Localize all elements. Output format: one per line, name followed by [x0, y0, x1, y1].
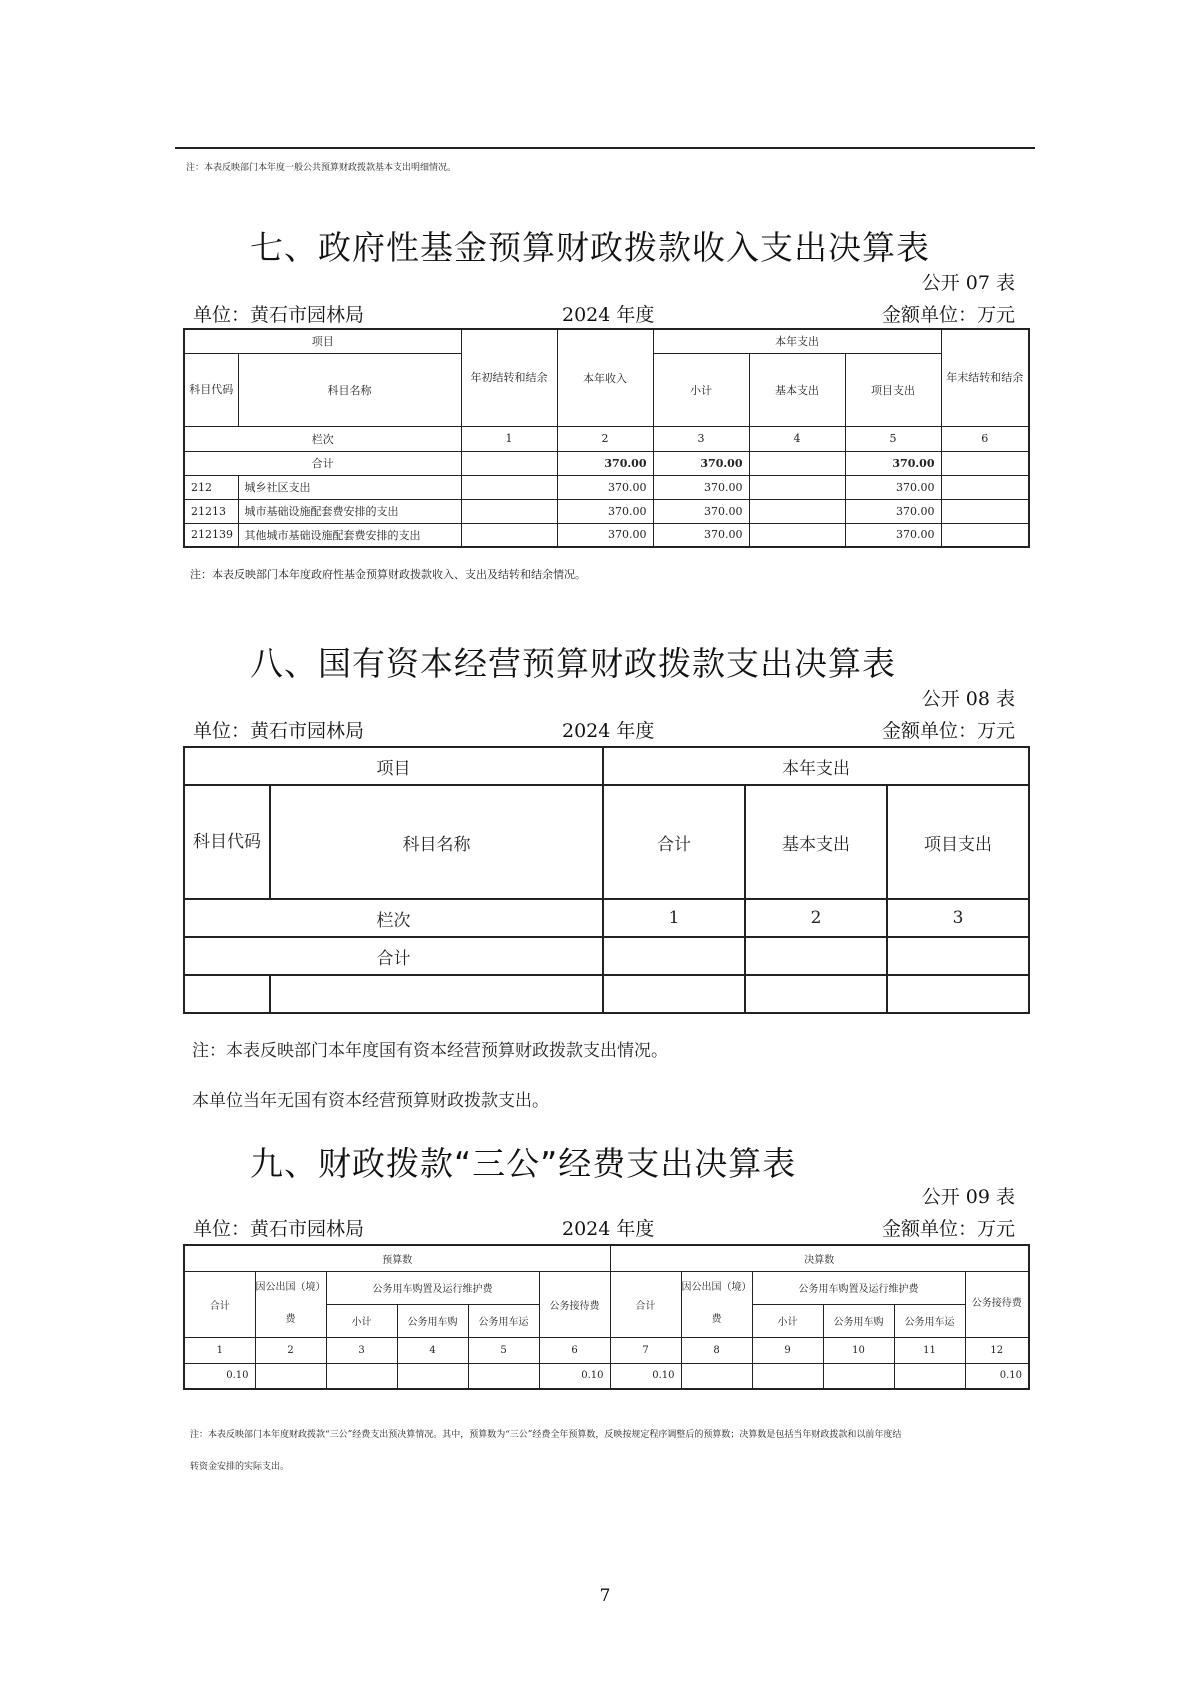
t07-colnum-4: 4 — [749, 426, 845, 451]
section-9-unit: 单位：黄石市园林局 — [193, 1218, 365, 1240]
section-9-year: 2024 年度 — [562, 1218, 655, 1240]
page-number: 7 — [599, 1586, 611, 1606]
t07-header-closing: 年末结转和结余 — [941, 329, 1029, 426]
t08-colnum-1: 1 — [603, 899, 745, 937]
t09-value — [823, 1363, 894, 1389]
section-9-title: 九、财政拨款“三公”经费支出决算表 — [250, 1144, 797, 1183]
t09-budget-reception: 公务接待费 — [539, 1271, 610, 1337]
t07-row-name: 其他城市基础设施配套费安排的支出 — [238, 523, 461, 547]
t07-row-code: 212139 — [184, 523, 238, 547]
table-08 — [183, 746, 1030, 1014]
t07-row-subtotal: 370.00 — [653, 523, 749, 547]
t07-total-income: 370.00 — [557, 451, 653, 475]
t07-row-income: 370.00 — [557, 475, 653, 499]
t07-colnum-2: 2 — [557, 426, 653, 451]
t08-header-name: 科目名称 — [270, 785, 603, 899]
t07-row-income: 370.00 — [557, 523, 653, 547]
t09-final-reception: 公务接待费 — [965, 1271, 1029, 1337]
t09-final-car-subtotal: 小计 — [752, 1304, 823, 1337]
section-7-unit: 单位：黄石市园林局 — [193, 304, 365, 326]
t07-row-code: 21213 — [184, 499, 238, 523]
t07-total-label: 合计 — [184, 451, 461, 475]
t09-colnum: 3 — [326, 1337, 397, 1363]
section-8-code: 公开 08 表 — [921, 688, 1015, 710]
section-7-code: 公开 07 表 — [921, 272, 1015, 294]
t09-colnum: 4 — [397, 1337, 468, 1363]
t09-final-total: 合计 — [610, 1271, 681, 1337]
t08-row-basic — [745, 975, 887, 1013]
t07-total-subtotal: 370.00 — [653, 451, 749, 475]
t09-value — [255, 1363, 326, 1389]
t07-header-project: 项目 — [184, 329, 461, 353]
t07-total-opening — [461, 451, 557, 475]
section-8-note-2: 本单位当年无国有资本经营预算财政拨款支出。 — [192, 1091, 549, 1111]
t09-value — [468, 1363, 539, 1389]
table-row — [184, 499, 1029, 523]
t09-colnum: 1 — [184, 1337, 255, 1363]
t08-colnum-3: 3 — [887, 899, 1029, 937]
t07-row-closing — [941, 475, 1029, 499]
t08-header-expense: 本年支出 — [603, 747, 1029, 785]
t08-row-total — [603, 975, 745, 1013]
t09-colnum: 8 — [681, 1337, 752, 1363]
section-8-year: 2024 年度 — [562, 720, 655, 742]
table-row — [184, 975, 1029, 1013]
top-note: 注：本表反映部门本年度一般公共预算财政拨款基本支出明细情况。 — [186, 163, 457, 173]
t09-colnum: 2 — [255, 1337, 326, 1363]
top-divider — [175, 147, 1035, 149]
table-09 — [183, 1244, 1030, 1390]
t07-colnum-label: 栏次 — [184, 426, 461, 451]
section-7-title: 七、政府性基金预算财政拨款收入支出决算表 — [250, 228, 930, 267]
t08-row-proj — [887, 975, 1029, 1013]
section-7-year: 2024 年度 — [562, 304, 655, 326]
t09-header-final: 决算数 — [610, 1245, 1029, 1271]
t09-budget-car-buy: 公务用车购 — [397, 1304, 468, 1337]
t07-row-basic — [749, 523, 845, 547]
t09-budget-car-run: 公务用车运 — [468, 1304, 539, 1337]
t09-value: 0.10 — [965, 1363, 1029, 1389]
t07-row-opening — [461, 475, 557, 499]
t07-total-closing — [941, 451, 1029, 475]
t09-final-abroad: 因公出国（境）费 — [681, 1271, 752, 1337]
t08-colnum-2: 2 — [745, 899, 887, 937]
t08-total-basic — [745, 937, 887, 975]
t07-row-closing — [941, 523, 1029, 547]
t07-row-opening — [461, 523, 557, 547]
t09-value: 0.10 — [610, 1363, 681, 1389]
t09-colnum: 7 — [610, 1337, 681, 1363]
t07-row-proj: 370.00 — [845, 523, 941, 547]
section-7-note: 注：本表反映部门本年度政府性基金预算财政拨款收入、支出及结转和结余情况。 — [190, 568, 586, 581]
section-9-money-unit: 金额单位：万元 — [881, 1218, 1015, 1240]
t07-row-name: 城乡社区支出 — [238, 475, 461, 499]
t07-row-proj: 370.00 — [845, 475, 941, 499]
t07-header-expense: 本年支出 — [653, 329, 941, 353]
section-9-code: 公开 09 表 — [921, 1186, 1015, 1208]
t09-colnum: 6 — [539, 1337, 610, 1363]
t07-colnum-3: 3 — [653, 426, 749, 451]
t07-header-name: 科目名称 — [238, 353, 461, 426]
t09-colnum: 12 — [965, 1337, 1029, 1363]
section-9-note-line-2: 转资金安排的实际支出。 — [190, 1462, 290, 1472]
t07-header-basic: 基本支出 — [749, 353, 845, 426]
t07-row-basic — [749, 499, 845, 523]
t08-header-basic: 基本支出 — [745, 785, 887, 899]
t07-row-subtotal: 370.00 — [653, 499, 749, 523]
t09-budget-total: 合计 — [184, 1271, 255, 1337]
t07-row-basic — [749, 475, 845, 499]
t09-value: 0.10 — [539, 1363, 610, 1389]
t09-final-car-run: 公务用车运 — [894, 1304, 965, 1337]
t09-header-budget: 预算数 — [184, 1245, 610, 1271]
t08-header-total: 合计 — [603, 785, 745, 899]
t09-colnum: 9 — [752, 1337, 823, 1363]
t07-row-closing — [941, 499, 1029, 523]
t08-total-proj — [887, 937, 1029, 975]
t08-header-proj: 项目支出 — [887, 785, 1029, 899]
t07-colnum-1: 1 — [461, 426, 557, 451]
t09-final-car: 公务用车购置及运行维护费 — [752, 1271, 965, 1304]
t07-header-proj: 项目支出 — [845, 353, 941, 426]
t07-row-code: 212 — [184, 475, 238, 499]
table-07 — [183, 328, 1030, 548]
t07-header-income: 本年收入 — [557, 329, 653, 426]
section-8-title: 八、国有资本经营预算财政拨款支出决算表 — [250, 644, 896, 683]
t07-row-subtotal: 370.00 — [653, 475, 749, 499]
t07-total-basic — [749, 451, 845, 475]
t09-value — [752, 1363, 823, 1389]
t09-budget-car-subtotal: 小计 — [326, 1304, 397, 1337]
t07-row-proj: 370.00 — [845, 499, 941, 523]
t09-value: 0.10 — [184, 1363, 255, 1389]
t09-colnum: 11 — [894, 1337, 965, 1363]
t07-header-opening: 年初结转和结余 — [461, 329, 557, 426]
t09-final-car-buy: 公务用车购 — [823, 1304, 894, 1337]
t07-header-code: 科目代码 — [184, 353, 238, 426]
t09-budget-car: 公务用车购置及运行维护费 — [326, 1271, 539, 1304]
section-8-note: 注：本表反映部门本年度国有资本经营预算财政拨款支出情况。 — [192, 1041, 668, 1061]
t07-row-name: 城市基础设施配套费安排的支出 — [238, 499, 461, 523]
t08-total-sum — [603, 937, 745, 975]
t08-row-code — [184, 975, 270, 1013]
t07-colnum-5: 5 — [845, 426, 941, 451]
t07-row-opening — [461, 499, 557, 523]
t09-colnum: 5 — [468, 1337, 539, 1363]
t09-colnum: 10 — [823, 1337, 894, 1363]
t09-budget-abroad: 因公出国（境）费 — [255, 1271, 326, 1337]
t09-value — [681, 1363, 752, 1389]
table-row — [184, 475, 1029, 499]
t09-value — [397, 1363, 468, 1389]
t07-total-proj: 370.00 — [845, 451, 941, 475]
table-row — [184, 523, 1029, 547]
table-row — [184, 1363, 1029, 1389]
section-7-money-unit: 金额单位：万元 — [881, 304, 1015, 326]
section-8-money-unit: 金额单位：万元 — [881, 720, 1015, 742]
t07-row-income: 370.00 — [557, 499, 653, 523]
t08-row-name — [270, 975, 603, 1013]
section-9-note-line-1: 注：本表反映部门本年度财政拨款“三公”经费支出预决算情况。其中，预算数为“三公”经费全年预算数，反映按规定程序调整后的预算数；决算数是包括当年财政拨款和以前年度结 — [190, 1430, 902, 1440]
t07-colnum-6: 6 — [941, 426, 1029, 451]
t08-header-code: 科目代码 — [184, 785, 270, 899]
section-8-unit: 单位：黄石市园林局 — [193, 720, 365, 742]
t07-header-subtotal: 小计 — [653, 353, 749, 426]
t09-value — [894, 1363, 965, 1389]
t08-colnum-label: 栏次 — [184, 899, 603, 937]
t08-total-label: 合计 — [184, 937, 603, 975]
t08-header-project: 项目 — [184, 747, 603, 785]
t09-value — [326, 1363, 397, 1389]
